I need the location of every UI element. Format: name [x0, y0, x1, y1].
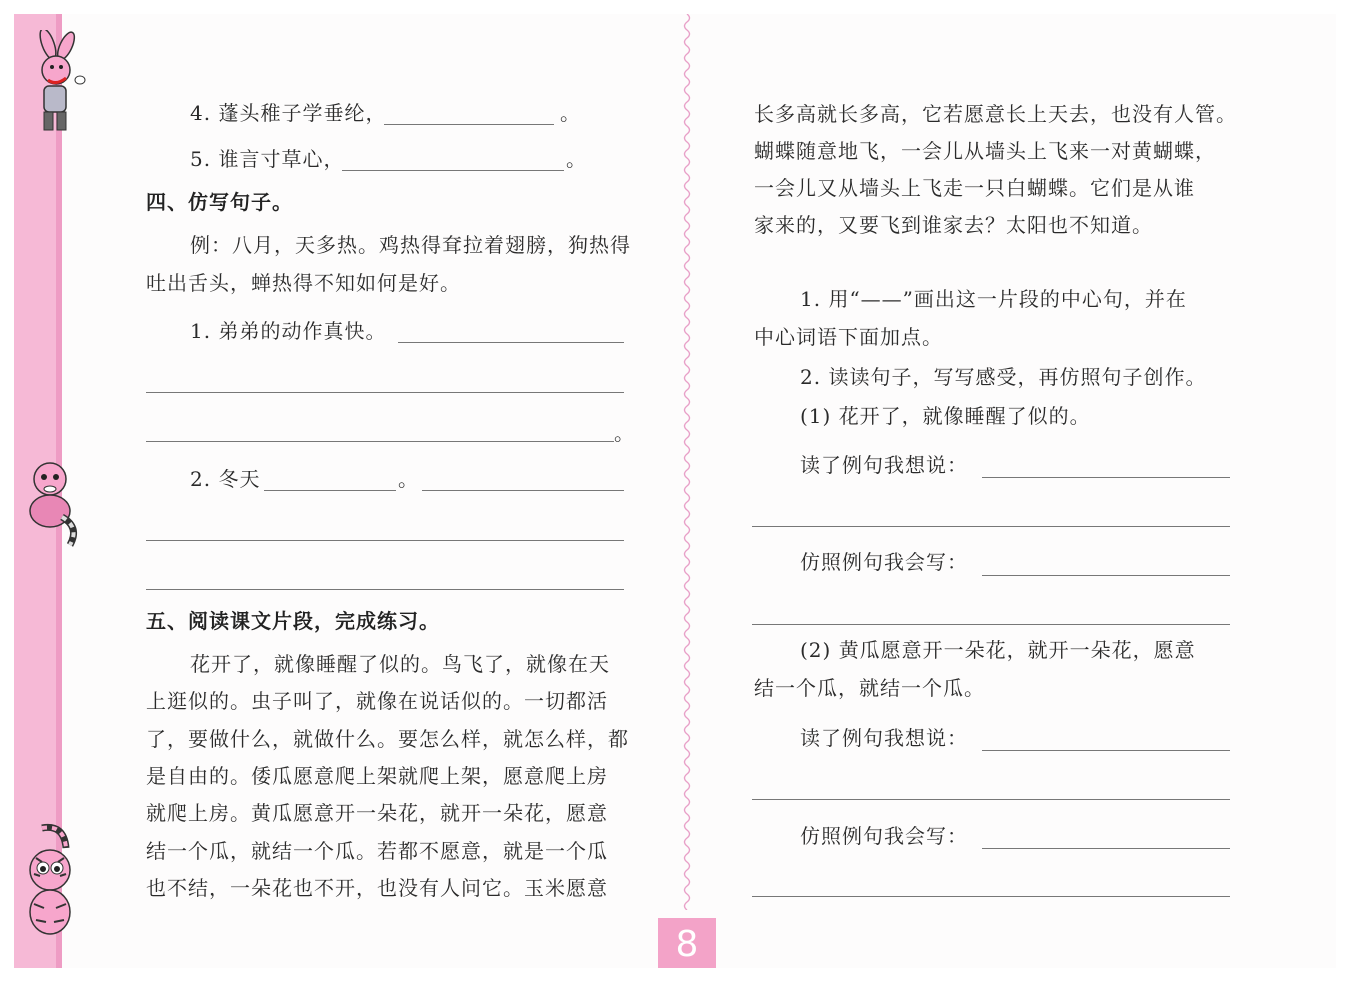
question-1-line-2: 中心词语下面加点。: [754, 325, 943, 349]
answer-line-read-say-2a[interactable]: [982, 750, 1230, 751]
answer-line-imitate-2b[interactable]: [752, 896, 1230, 897]
answer-line-item2-d[interactable]: [146, 589, 624, 590]
section-4-heading: 四、仿写句子。: [146, 190, 293, 214]
passage-line: 是自由的。倭瓜愿意爬上架就爬上架，愿意爬上房: [146, 764, 608, 788]
item-1-end: 。: [614, 421, 635, 445]
page-number: 8: [675, 924, 699, 965]
imitate-write-label-2: 仿照例句我会写：: [800, 824, 968, 848]
answer-line-q4[interactable]: [384, 124, 554, 125]
answer-line-item2-b[interactable]: [422, 490, 624, 491]
question-5-end: 。: [566, 147, 587, 171]
passage-line: 家来的，又要飞到谁家去？太阳也不知道。: [754, 213, 1153, 237]
answer-line-imitate-1a[interactable]: [982, 575, 1230, 576]
answer-line-item1-a[interactable]: [398, 342, 624, 343]
passage-line: 长多高就长多高，它若愿意长上天去，也没有人管。: [754, 102, 1237, 126]
question-2-text: 2. 读读句子，写写感受，再仿照句子创作。: [800, 365, 1207, 389]
answer-line-read-say-2b[interactable]: [752, 799, 1230, 800]
item-1-text: 1. 弟弟的动作真快。: [190, 319, 387, 343]
passage-line: 花开了，就像睡醒了似的。鸟飞了，就像在天: [190, 652, 610, 676]
answer-line-item1-c[interactable]: [146, 441, 614, 442]
rabbit-mascot-icon: [14, 30, 86, 140]
imitate-write-label-1: 仿照例句我会写：: [800, 550, 968, 574]
answer-line-imitate-2a[interactable]: [982, 848, 1230, 849]
tiger-mascot-icon: [14, 822, 86, 942]
answer-line-item1-b[interactable]: [146, 392, 624, 393]
item-2-text: 2. 冬天: [190, 467, 261, 491]
read-say-label-1: 读了例句我想说：: [800, 453, 968, 477]
sentence-2-line-1: (2) 黄瓜愿意开一朵花，就开一朵花，愿意: [800, 638, 1196, 662]
answer-line-q5[interactable]: [342, 170, 564, 171]
passage-line: 上逛似的。虫子叫了，就像在说话似的。一切都活: [146, 689, 608, 713]
passage-line: 结一个瓜，就结一个瓜。若都不愿意，就是一个瓜: [146, 839, 608, 863]
passage-line: 也不结，一朵花也不开，也没有人问它。玉米愿意: [146, 876, 608, 900]
raccoon-mascot-icon: [14, 455, 86, 550]
section-5-heading: 五、阅读课文片段，完成练习。: [146, 609, 440, 633]
answer-line-imitate-1b[interactable]: [752, 624, 1230, 625]
question-1-line-1: 1. 用“——”画出这一片段的中心句，并在: [800, 287, 1187, 311]
answer-line-item2-c[interactable]: [146, 540, 624, 541]
item-2-mid: 。: [398, 467, 419, 491]
answer-line-item2-a[interactable]: [264, 490, 396, 491]
passage-line: 就爬上房。黄瓜愿意开一朵花，就开一朵花，愿意: [146, 801, 608, 825]
passage-line: 蝴蝶随意地飞，一会儿从墙头上飞来一对黄蝴蝶，: [754, 139, 1216, 163]
example-line-2: 吐出舌头，蝉热得不知如何是好。: [146, 271, 461, 295]
example-line-1: 例：八月，天多热。鸡热得耷拉着翅膀，狗热得: [190, 233, 631, 257]
center-page-divider: [680, 14, 694, 910]
sentence-2-line-2: 结一个瓜，就结一个瓜。: [754, 676, 985, 700]
answer-line-read-say-1a[interactable]: [982, 477, 1230, 478]
question-4-end: 。: [560, 101, 581, 125]
answer-line-read-say-1b[interactable]: [752, 526, 1230, 527]
passage-line: 了，要做什么，就做什么。要怎么样，就怎么样，都: [146, 727, 629, 751]
passage-line: 一会儿又从墙头上飞走一只白蝴蝶。它们是从谁: [754, 176, 1195, 200]
sentence-1: (1) 花开了，就像睡醒了似的。: [800, 404, 1091, 428]
read-say-label-2: 读了例句我想说：: [800, 726, 968, 750]
question-4-text: 4. 蓬头稚子学垂纶，: [190, 101, 387, 125]
question-5-text: 5. 谁言寸草心，: [190, 147, 345, 171]
